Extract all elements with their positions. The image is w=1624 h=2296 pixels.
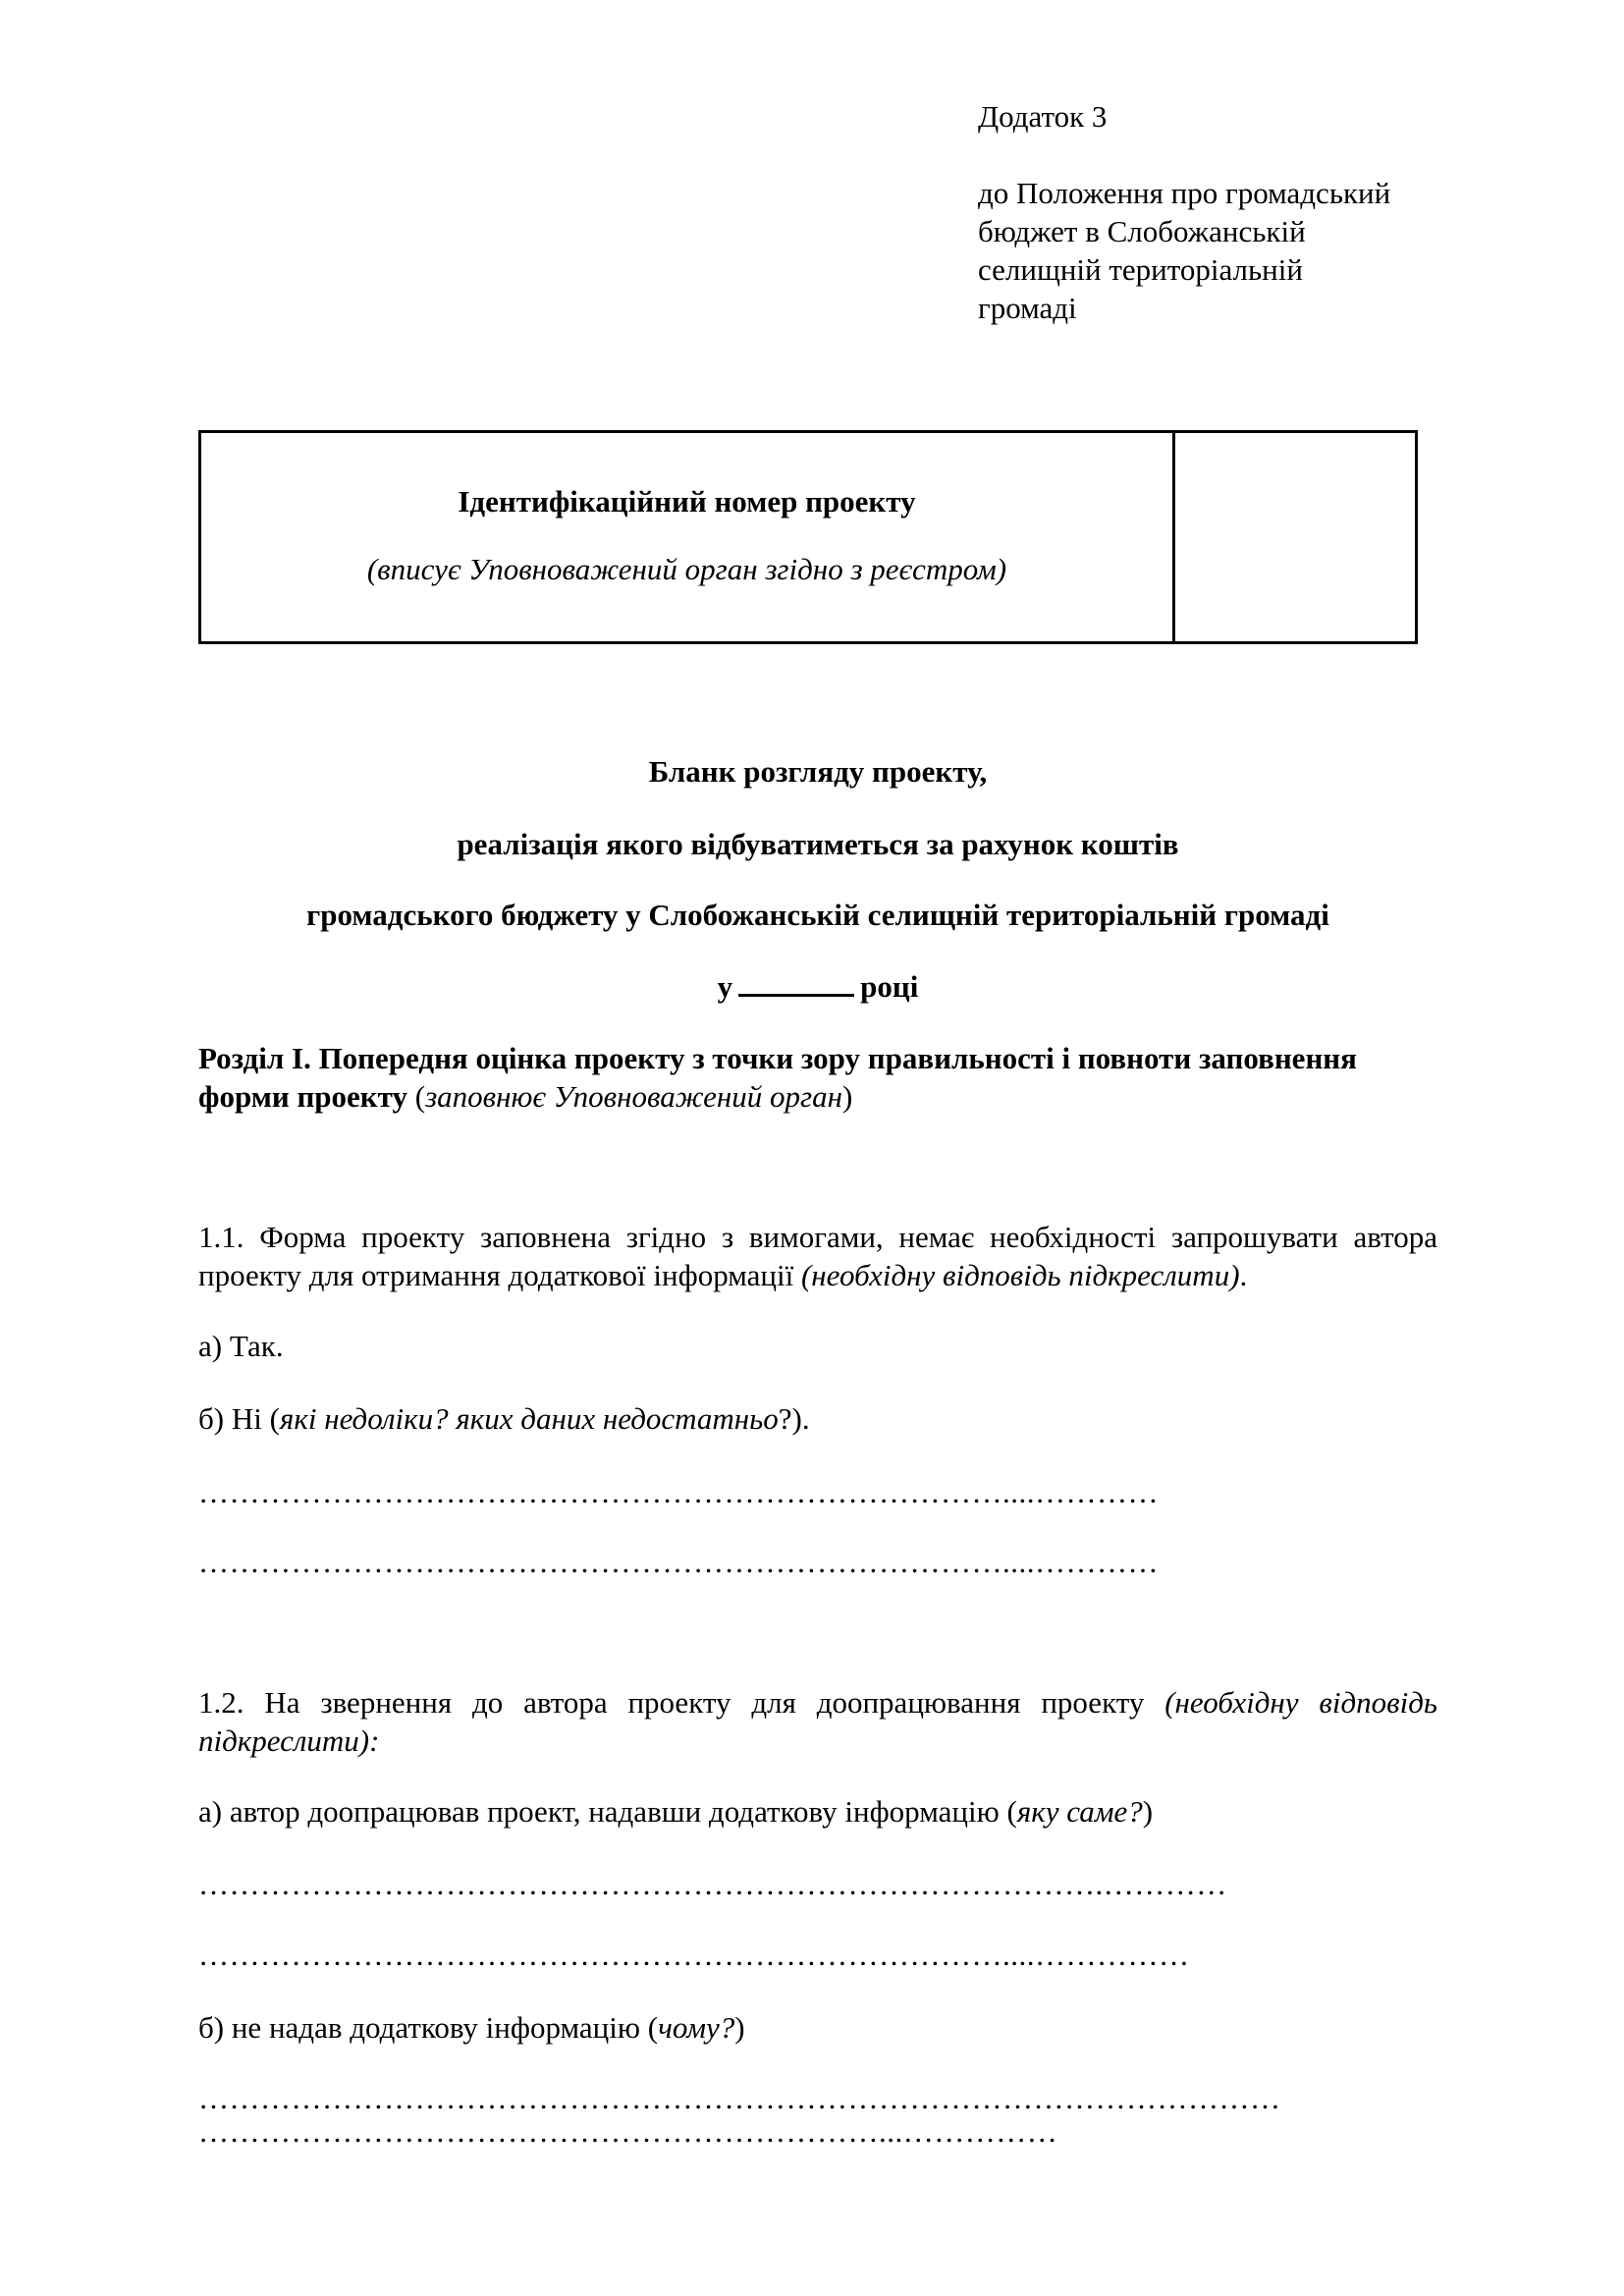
option-b-hint: які недоліки? яких даних недостатньо bbox=[279, 1401, 779, 1436]
form-title-year bbox=[198, 967, 1437, 1006]
project-id-note: (вписує Уповноважений орган згідно з реєстром) bbox=[366, 552, 1007, 586]
answer-line[interactable]: ……………………………………………………………………....………… bbox=[198, 1545, 1159, 1579]
option-b-prefix: б) не надав додаткову інформацію ( bbox=[198, 2010, 659, 2045]
project-id-label: Ідентифікаційний номер проекту bbox=[458, 484, 916, 519]
question-1-2-text: 1.2. На звернення до автора проекту для доопрацювання проекту bbox=[198, 1685, 1165, 1720]
section-title: . Попередня оцінка проекту з точки зору правильності і повноти заповнення форми проекту bbox=[198, 1041, 1357, 1114]
question-1-1-text: 1.1. Форма проекту заповнена згідно з вимогами, немає необхідності запрошувати автора проекту для отримання додаткової інформації bbox=[198, 1220, 1437, 1292]
paren-open: ( bbox=[407, 1079, 426, 1114]
option-b-suffix: ?). bbox=[778, 1401, 810, 1436]
appendix-line: селищній територіальній bbox=[978, 252, 1303, 287]
option-1-2-a[interactable] bbox=[198, 1792, 1437, 1831]
question-1-1-hint: (необхідну відповідь підкреслити) bbox=[800, 1258, 1240, 1292]
question-1-2 bbox=[198, 1683, 1437, 1760]
year-blank-field[interactable] bbox=[738, 968, 854, 997]
section-1-heading bbox=[198, 1039, 1437, 1116]
appendix-line: бюджет в Слобожанській bbox=[978, 214, 1306, 248]
form-title-line-3: громадського бюджету у Слобожанській селищній територіальній громаді bbox=[306, 898, 1329, 932]
section-label: Розділ І bbox=[198, 1041, 304, 1075]
question-1-1 bbox=[198, 1218, 1437, 1294]
project-id-value-cell[interactable] bbox=[1175, 433, 1415, 641]
appendix-line: громаді bbox=[978, 291, 1077, 325]
answer-line[interactable]: ……………………………………………………………………....…………… bbox=[198, 1938, 1190, 1972]
question-1-2-hint: (необхідну відповідь підкреслити): bbox=[198, 1685, 1437, 1758]
option-a-hint: яку саме? bbox=[1016, 1794, 1143, 1829]
period: . bbox=[1239, 1258, 1248, 1292]
year-prefix: у bbox=[717, 969, 733, 1004]
project-id-table bbox=[198, 430, 1418, 644]
answer-line[interactable]: …………………………………………………………...…………… bbox=[198, 2114, 1058, 2149]
option-b-prefix: б) Ні ( bbox=[198, 1401, 280, 1436]
option-1-1-a[interactable]: а) Так. bbox=[198, 1329, 284, 1363]
option-1-2-b[interactable] bbox=[198, 2008, 1437, 2047]
appendix-header bbox=[978, 97, 1567, 327]
form-title-line-1: Бланк розгляду проекту, bbox=[648, 754, 988, 789]
answer-line[interactable]: …………………………………………………………………………….………… bbox=[198, 1867, 1227, 1901]
option-b-hint: чому? bbox=[658, 2010, 735, 2045]
year-suffix: році bbox=[860, 969, 919, 1004]
answer-line[interactable]: ……………………………………………………………………....………… bbox=[198, 1475, 1159, 1509]
paren-close: ) bbox=[842, 1079, 853, 1114]
section-note: заповнює Уповноважений орган bbox=[425, 1079, 842, 1114]
form-title-line-2: реалізація якого відбуватиметься за рахунок коштів bbox=[457, 827, 1179, 861]
appendix-title: Додаток 3 bbox=[978, 99, 1108, 134]
option-a-suffix: ) bbox=[1142, 1794, 1154, 1829]
option-a-prefix: а) автор доопрацював проект, надавши додаткову інформацію ( bbox=[198, 1794, 1017, 1829]
spacer bbox=[978, 136, 1567, 174]
answer-line[interactable]: …………………………………………………………………………………………… bbox=[198, 2081, 1281, 2115]
appendix-line: до Положення про громадський bbox=[978, 176, 1391, 210]
option-b-suffix: ) bbox=[734, 2010, 745, 2045]
option-1-1-b[interactable] bbox=[198, 1399, 1437, 1438]
